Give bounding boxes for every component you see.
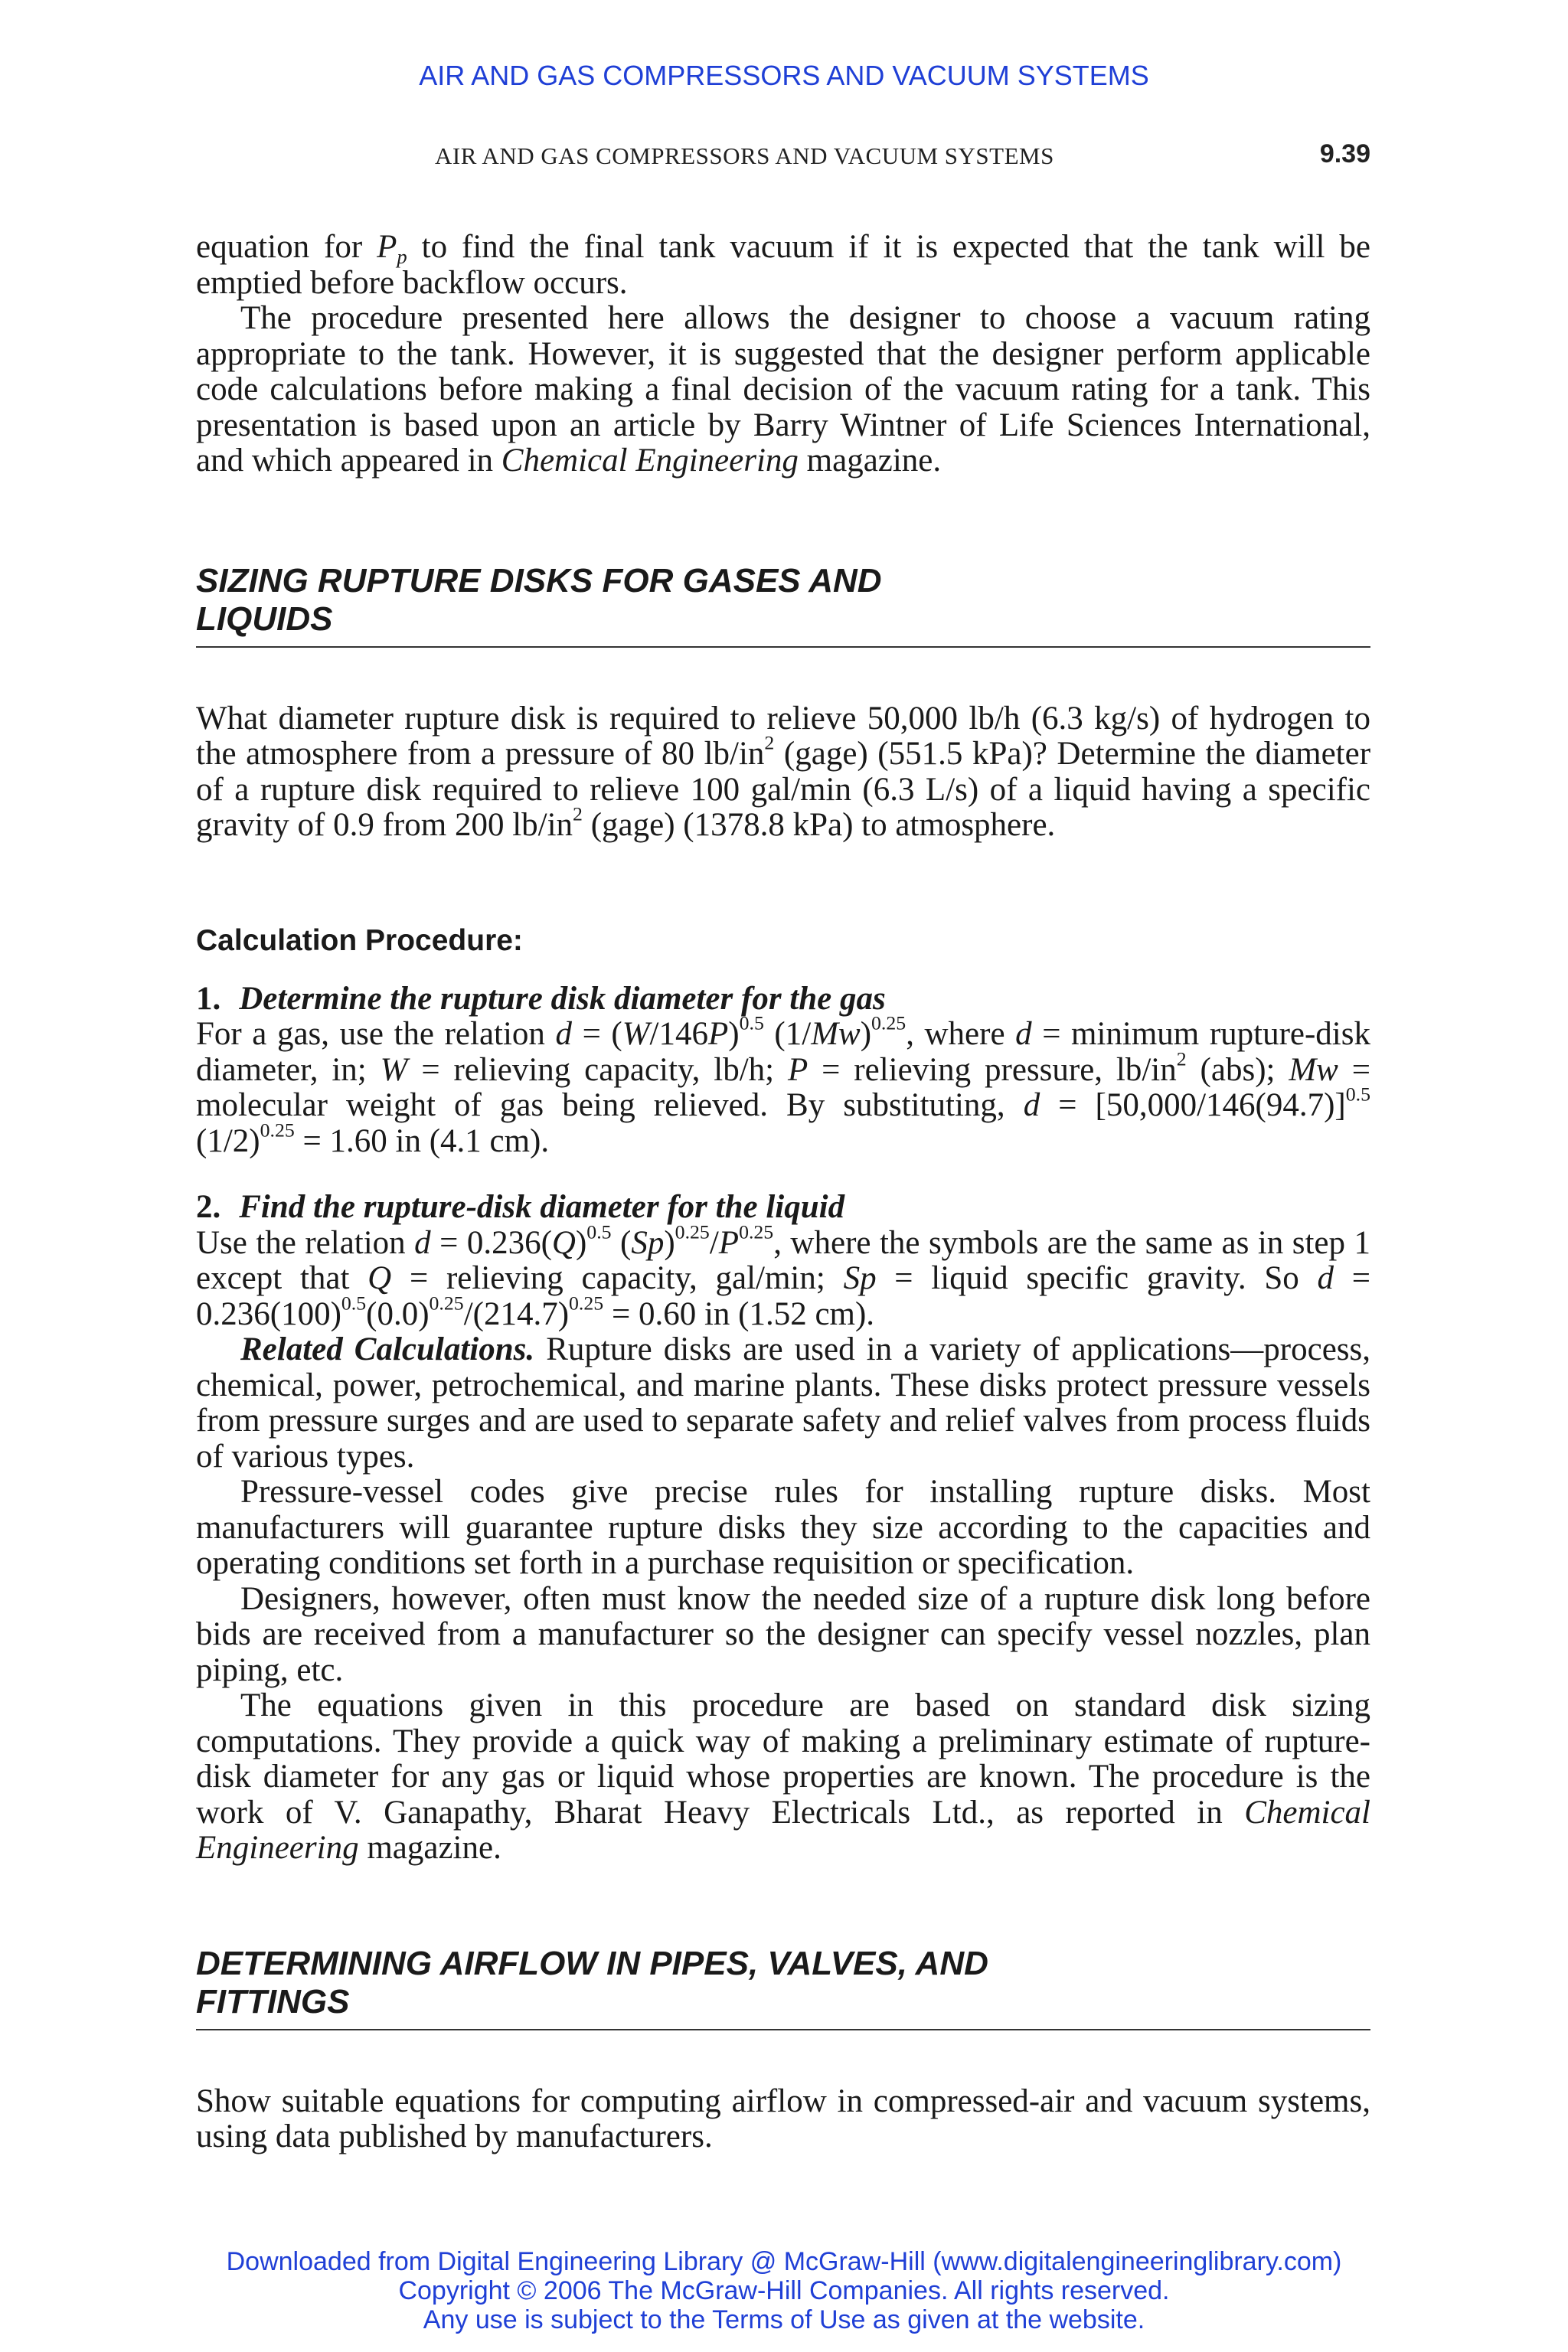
section-heading-rupture-disks: SIZING RUPTURE DISKS FOR GASES AND LIQUIDS [196,562,1370,648]
calculation-procedure-heading: Calculation Procedure: [196,923,523,957]
problem-statement-airflow: Show suitable equations for computing airflow in compressed-air and vacuum systems, using data published by manufacturers. [196,2082,1370,2154]
related-calculations-paragraph-2: Pressure-vessel codes give precise rules for installing rupture disks. Most manufacturers will guarantee rupture disks they size according to the capacities and operating conditions set forth in a purchase requisition or specification. [196,1474,1370,1581]
related-calculations-paragraph-4: The equations given in this procedure are based on standard disk sizing computations. They provide a quick way of making a preliminary estimate of rupture-disk diameter for any gas or liquid whose properties are known. The procedure is the work of V. Ganapathy, Bharat Heavy Electricals Ltd., as reported in Chemical Engineering magazine. [196,1687,1370,1866]
footer-download-link[interactable]: Downloaded from Digital Engineering Library @ McGraw-Hill (www.digitalengineeringlibrary.com) [226,2247,1342,2276]
running-head: AIR AND GAS COMPRESSORS AND VACUUM SYSTEMS [435,142,1054,169]
footer-copyright: Copyright © 2006 The McGraw-Hill Companies. All rights reserved. [398,2276,1170,2305]
related-calculations-paragraph-1: Related Calculations. Rupture disks are used in a variety of applications—process, chemical, power, petrochemical, and marine plants. These disks protect pressure vessels from pressure surges and are used to separate safety and relief valves from process fluids of various types. [196,1331,1370,1475]
section-heading-airflow: DETERMINING AIRFLOW IN PIPES, VALVES, AND FITTINGS [196,1945,1370,2030]
intro-paragraph-1: equation for $P_p$ to find the final tank vacuum if it is expected that the tank will be emptied before backflow occurs. [196,229,1370,301]
problem-statement-rupture-disks: What diameter rupture disk is required to relieve 50,000 lb/h (6.3 kg/s) of hydrogen to the atmosphere from a pressure of 80 $lb/in^2$ (gage) (551.5 kPa)? Determine the diameter of a rupture disk required to relieve 100 gal/min (6.3 L/s) of a liquid having a specific gravity of 0.9 from 200 $lb/in^2$ (gage) (1378.8 kPa) to atmosphere. [196,700,1371,843]
step-2-body: Use the relation $d = 0.236(Q)^{0.5}$ $(Sp)^{0.25}/P^{0.25}$, where the symbols are the same as in step 1 except that Q = relieving capacity, gal/min; Sp = liquid specific gravity. So $d = 0.236(100)^{0.5}(0.0)^{0.25}/(214.7)^{0.25} = 0.60$ in (1.52 cm). [196,1220,1370,1332]
header-link[interactable]: AIR AND GAS COMPRESSORS AND VACUUM SYSTEMS [419,60,1149,91]
footer-notice [0,2247,1568,2334]
step-2-heading: 2. Find the rupture-disk diameter for the liquid [196,1189,845,1225]
main-content [196,230,1370,2155]
footer-terms-link[interactable]: Any use is subject to the Terms of Use as given at the website. [423,2305,1145,2334]
intro-paragraph-2: The procedure presented here allows the designer to choose a vacuum rating appropriate to the tank. However, it is suggested that the designer perform applicable code calculations before making a final decision of the vacuum rating for a tank. This presentation is based upon an article by Barry Wintner of Life Sciences International, and which appeared in Chemical Engineering magazine. [196,300,1370,479]
step-1-body: For a gas, use the relation $d = (W/146P)^{0.5}$ $(1/Mw)^{0.25}$, where d = minimum rupture-disk diameter, in; W = relieving capacity, lb/h; P = relieving pressure, $lb/in^2$ (abs); Mw = molecular weight of gas being relieved. By substituting, $d = [50,000/146(94.7)]^{0.5}$ $(1/2)^{0.25} = 1.60$ in (4.1 cm). [196,1011,1370,1159]
step-1-heading: 1. Determine the rupture disk diameter for the gas [196,980,886,1017]
page-number: 9.39 [1319,139,1370,168]
related-calculations-paragraph-3: Designers, however, often must know the needed size of a rupture disk long before bids are received from a manufacturer so the designer can specify vessel nozzles, plan piping, etc. [196,1580,1370,1688]
